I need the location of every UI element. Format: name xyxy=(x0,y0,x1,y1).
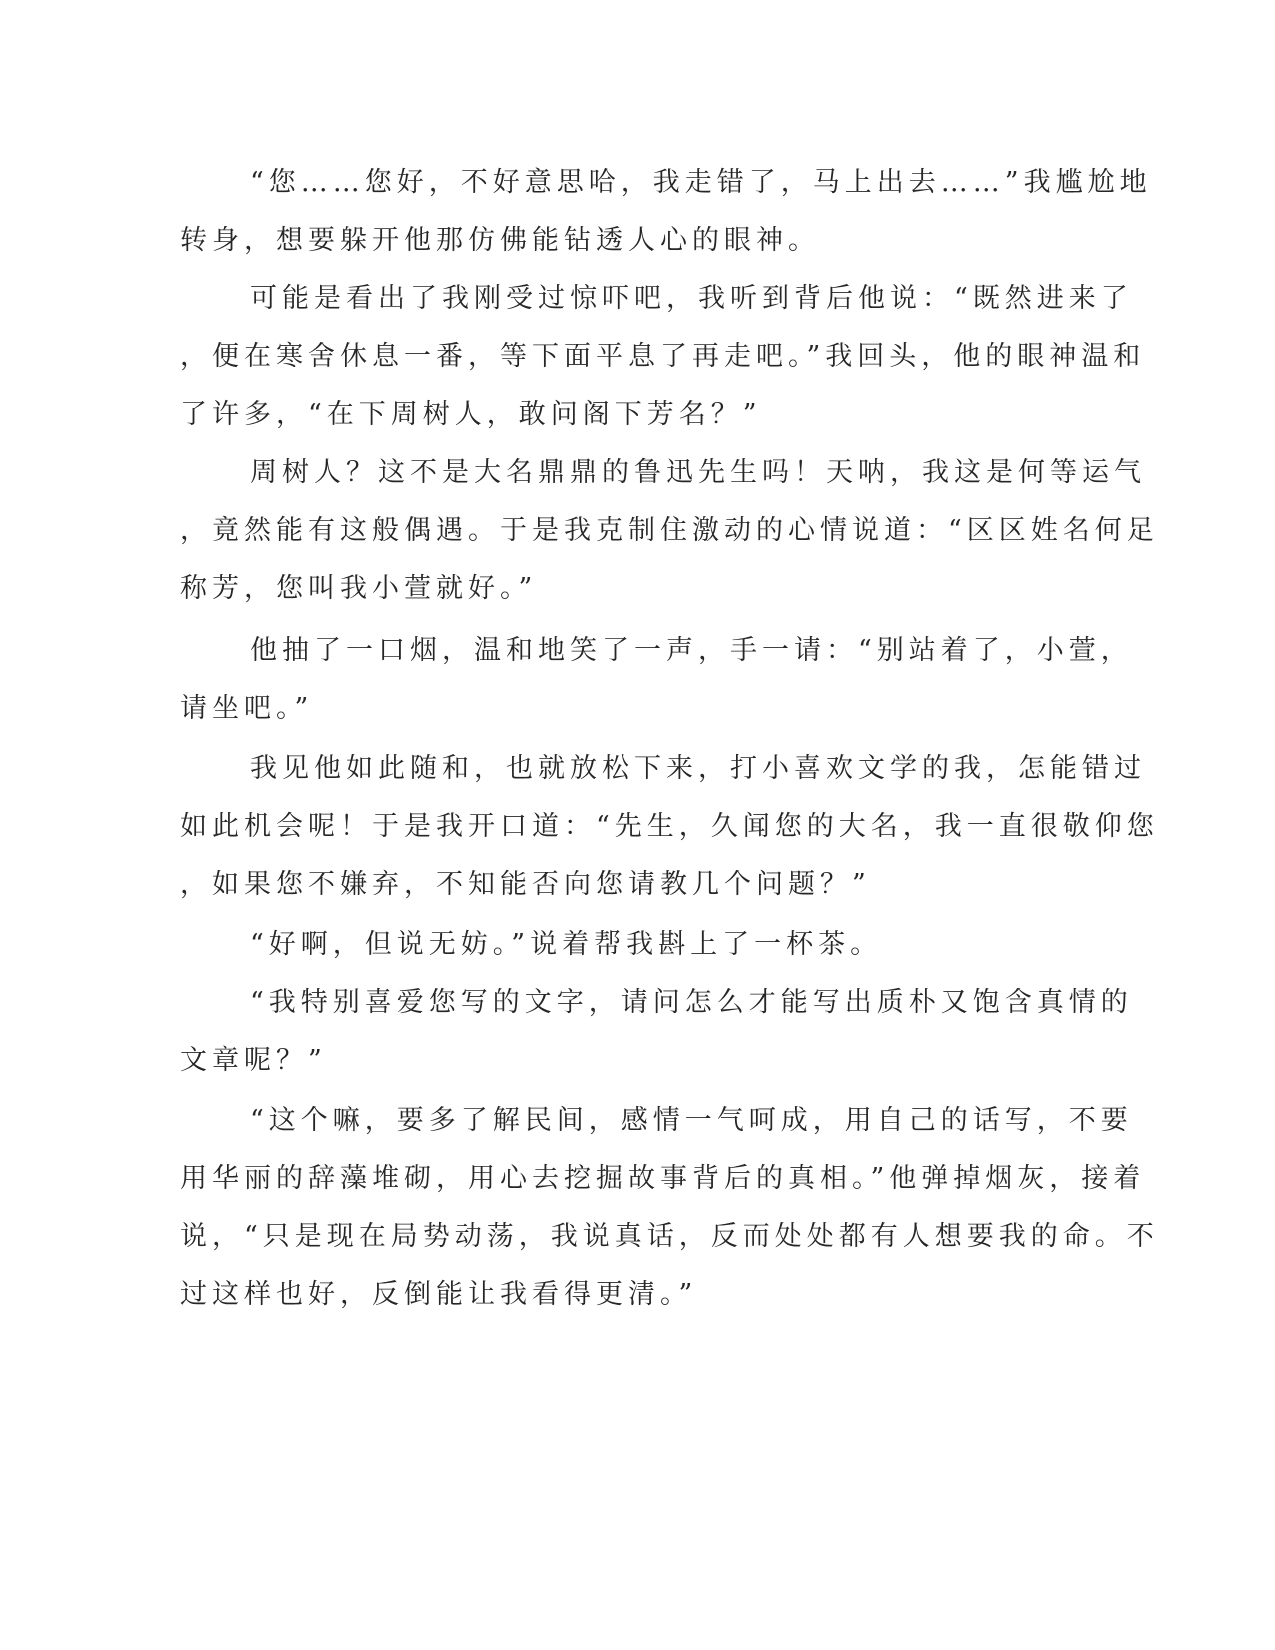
text-line: 请坐吧。” xyxy=(180,693,314,724)
text-line: 过这样也好，反倒能让我看得更清。” xyxy=(180,1279,698,1310)
text-line: 我见他如此随和，也就放松下来，打小喜欢文学的我，怎能错过 xyxy=(250,753,1146,784)
text-line: 他抽了一口烟，温和地笑了一声，手一请：“别站着了，小萱， xyxy=(250,635,1133,666)
text-line: 说，“只是现在局势动荡，我说真话，反而处处都有人想要我的命。不 xyxy=(180,1221,1159,1252)
text-line: 如此机会呢！于是我开口道：“先生，久闻您的大名，我一直很敬仰您 xyxy=(180,811,1159,842)
text-line: ，竟然能有这般偶遇。于是我克制住激动的心情说道：“区区姓名何足 xyxy=(180,515,1159,546)
text-line: 称芳，您叫我小萱就好。” xyxy=(180,573,538,604)
text-line: ，便在寒舍休息一番，等下面平息了再走吧。”我回头，他的眼神温和 xyxy=(180,341,1146,372)
text-line: ，如果您不嫌弃，不知能否向您请教几个问题？” xyxy=(180,869,871,900)
text-line: 可能是看出了我刚受过惊吓吧，我听到背后他说：“既然进来了 xyxy=(250,283,1133,314)
text-line: 转身，想要躲开他那仿佛能钻透人心的眼神。 xyxy=(180,225,820,256)
text-line: “您……您好，不好意思哈，我走错了，马上出去……”我尴尬地 xyxy=(250,167,1152,198)
text-line: 了许多，“在下周树人，敢问阁下芳名？” xyxy=(180,399,762,430)
text-line: “这个嘛，要多了解民间，感情一气呵成，用自己的话写，不要 xyxy=(250,1105,1133,1136)
text-line: “好啊，但说无妨。”说着帮我斟上了一杯茶。 xyxy=(250,929,883,960)
text-line: 文章呢？” xyxy=(180,1045,327,1076)
text-line: “我特别喜爱您写的文字，请问怎么才能写出质朴又饱含真情的 xyxy=(250,987,1133,1018)
text-line: 用华丽的辞藻堆砌，用心去挖掘故事背后的真相。”他弹掉烟灰，接着 xyxy=(180,1163,1146,1194)
text-line: 周树人？这不是大名鼎鼎的鲁迅先生吗！天呐，我这是何等运气 xyxy=(250,457,1146,488)
